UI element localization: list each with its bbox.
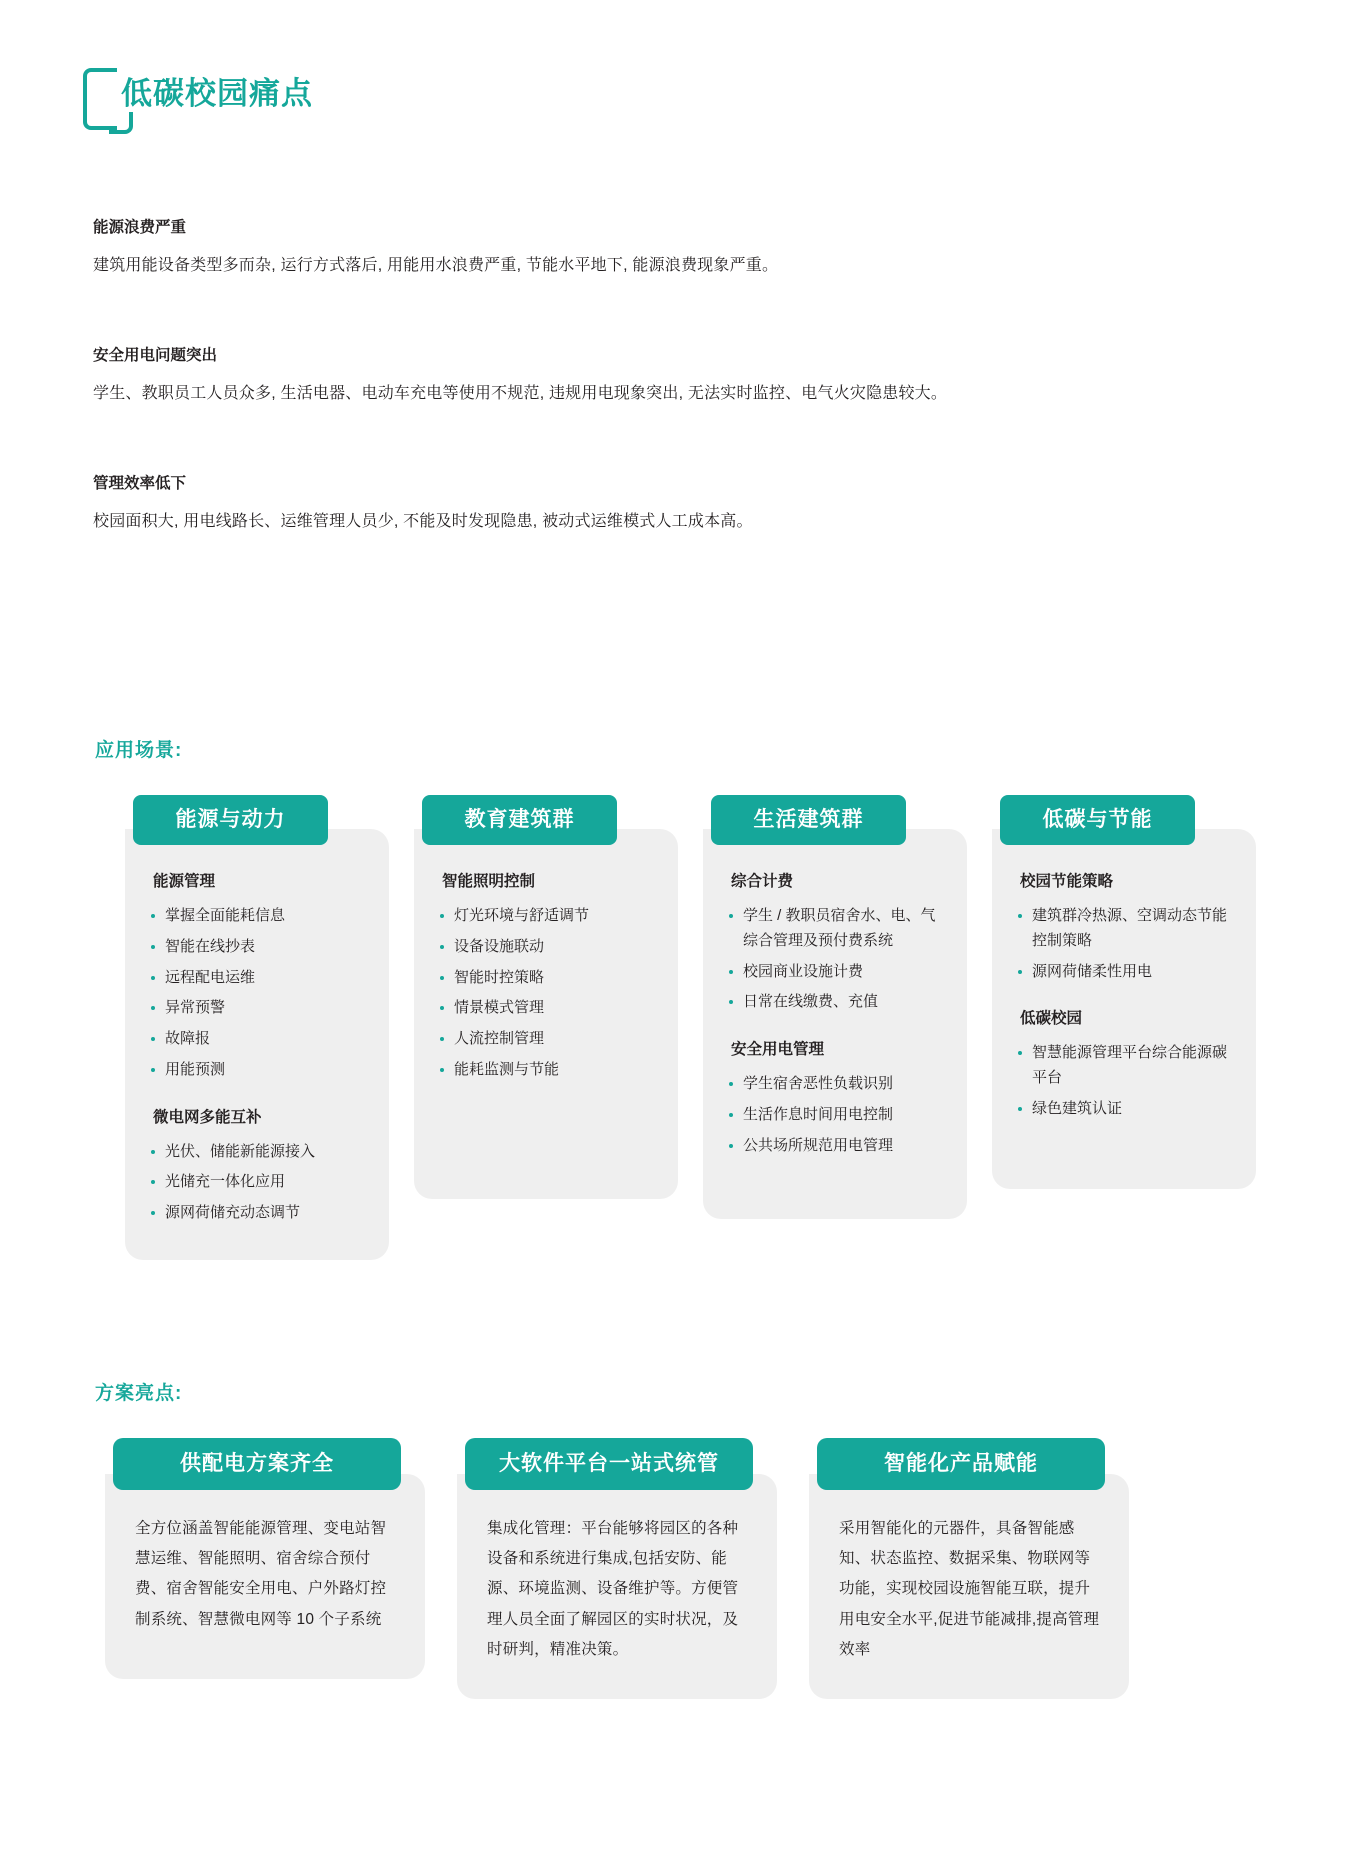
highlight-card-tab: 供配电方案齐全 <box>113 1438 401 1490</box>
painpoint-title: 能源浪费严重 <box>93 219 187 236</box>
list-item: 生活作息时间用电控制 <box>727 1103 947 1128</box>
highlight-card-tab: 智能化产品赋能 <box>817 1438 1105 1490</box>
highlight-card-body <box>457 1474 777 1699</box>
list-item: 校园商业设施计费 <box>727 960 947 985</box>
list-item: 灯光环境与舒适调节 <box>438 904 658 929</box>
scene-card-body <box>992 829 1256 1189</box>
page-header <box>95 78 313 109</box>
list-item: 远程配电运维 <box>149 966 369 991</box>
scene-card-body <box>703 829 967 1219</box>
highlight-card-power-distribution <box>105 1438 425 1699</box>
scene-card-tab: 能源与动力 <box>133 795 328 845</box>
scene-group-items <box>438 904 658 1083</box>
list-item: 公共场所规范用电管理 <box>727 1134 947 1159</box>
list-item: 智慧能源管理平台综合能源碳平台 <box>1016 1041 1236 1091</box>
scene-group-title: 低碳校园 <box>1020 1010 1083 1028</box>
painpoint-item <box>93 471 1263 534</box>
list-item: 学生 / 教职员宿舍水、电、气综合管理及预付费系统 <box>727 904 947 954</box>
list-item: 设备设施联动 <box>438 935 658 960</box>
scene-card-energy-power <box>125 795 389 1260</box>
painpoint-title: 管理效率低下 <box>93 475 187 492</box>
section-heading-scenes: 应用场景: <box>95 740 183 761</box>
painpoint-title: 安全用电问题突出 <box>93 347 218 364</box>
list-item: 建筑群冷热源、空调动态节能控制策略 <box>1016 904 1236 954</box>
painpoint-description: 校园面积大, 用电线路长、运维管理人员少, 不能及时发现隐患, 被动式运维模式人工成本高。 <box>93 513 753 530</box>
list-item: 源网荷储柔性用电 <box>1016 960 1236 985</box>
list-item: 日常在线缴费、充值 <box>727 990 947 1015</box>
scene-group-title: 能源管理 <box>153 873 216 890</box>
scene-group-title: 综合计费 <box>731 873 794 890</box>
highlight-card-platform <box>457 1438 777 1699</box>
list-item: 用能预测 <box>149 1058 369 1083</box>
highlight-card-text: 集成化管理：平台能够将园区的各种设备和系统进行集成,包括安防、能源、环境监测、设备维护等。方便管理人员全面了解园区的实时状况，及时研判，精准决策。 <box>487 1520 739 1658</box>
scene-card-education-buildings <box>414 795 678 1260</box>
scene-group-items <box>149 1140 369 1226</box>
highlight-card-body <box>809 1474 1129 1699</box>
scene-card-tab: 教育建筑群 <box>422 795 617 845</box>
list-item: 智能时控策略 <box>438 966 658 991</box>
painpoint-list <box>93 215 1263 599</box>
painpoint-item <box>93 343 1263 406</box>
painpoint-description: 学生、教职员工人员众多, 生活电器、电动车充电等使用不规范, 违规用电现象突出, 无法实时监控、电气火灾隐患较大。 <box>93 385 948 402</box>
list-item: 情景模式管理 <box>438 996 658 1021</box>
scene-card-tab: 生活建筑群 <box>711 795 906 845</box>
scene-group-title: 校园节能策略 <box>1020 873 1114 890</box>
highlight-card-text: 采用智能化的元器件，具备智能感知、状态监控、数据采集、物联网等功能，实现校园设施智能互联，提升用电安全水平,促进节能减排,提高管理效率 <box>839 1520 1100 1658</box>
scene-group-title: 安全用电管理 <box>731 1041 825 1058</box>
page-title: 低碳校园痛点 <box>121 76 313 111</box>
list-item: 故障报 <box>149 1027 369 1052</box>
bracket-decoration-icon <box>83 68 117 130</box>
scene-card-list <box>125 795 1256 1260</box>
list-item: 掌握全面能耗信息 <box>149 904 369 929</box>
highlight-card-body <box>105 1474 425 1679</box>
scene-group-items <box>727 904 947 1015</box>
scene-card-body <box>125 829 389 1260</box>
scene-card-tab: 低碳与节能 <box>1000 795 1195 845</box>
scene-group-items <box>149 904 369 1083</box>
list-item: 能耗监测与节能 <box>438 1058 658 1083</box>
scene-group-items <box>1016 904 1236 984</box>
list-item: 人流控制管理 <box>438 1027 658 1052</box>
list-item: 光伏、储能新能源接入 <box>149 1140 369 1165</box>
list-item: 光储充一体化应用 <box>149 1170 369 1195</box>
painpoint-item <box>93 215 1263 278</box>
list-item: 学生宿舍恶性负载识别 <box>727 1072 947 1097</box>
painpoint-description: 建筑用能设备类型多而杂, 运行方式落后, 用能用水浪费严重, 节能水平地下, 能源浪费现象严重。 <box>93 257 779 274</box>
section-heading-highlights: 方案亮点: <box>95 1383 183 1404</box>
list-item: 绿色建筑认证 <box>1016 1097 1236 1122</box>
scene-card-low-carbon-saving <box>992 795 1256 1260</box>
highlight-card-text: 全方位涵盖智能能源管理、变电站智慧运维、智能照明、宿舍综合预付费、宿舍智能安全用电、户外路灯控制系统、智慧微电网等 10 个子系统 <box>135 1520 387 1628</box>
list-item: 源网荷储充动态调节 <box>149 1201 369 1226</box>
highlight-card-smart-products <box>809 1438 1129 1699</box>
scene-group-title: 智能照明控制 <box>442 873 536 890</box>
highlight-card-list <box>105 1438 1129 1699</box>
scene-group-items <box>1016 1041 1236 1121</box>
scene-group-items <box>727 1072 947 1158</box>
scene-group-title: 微电网多能互补 <box>153 1108 262 1126</box>
list-item: 智能在线抄表 <box>149 935 369 960</box>
scene-card-body <box>414 829 678 1199</box>
list-item: 异常预警 <box>149 996 369 1021</box>
scene-card-living-buildings <box>703 795 967 1260</box>
highlight-card-tab: 大软件平台一站式统管 <box>465 1438 753 1490</box>
